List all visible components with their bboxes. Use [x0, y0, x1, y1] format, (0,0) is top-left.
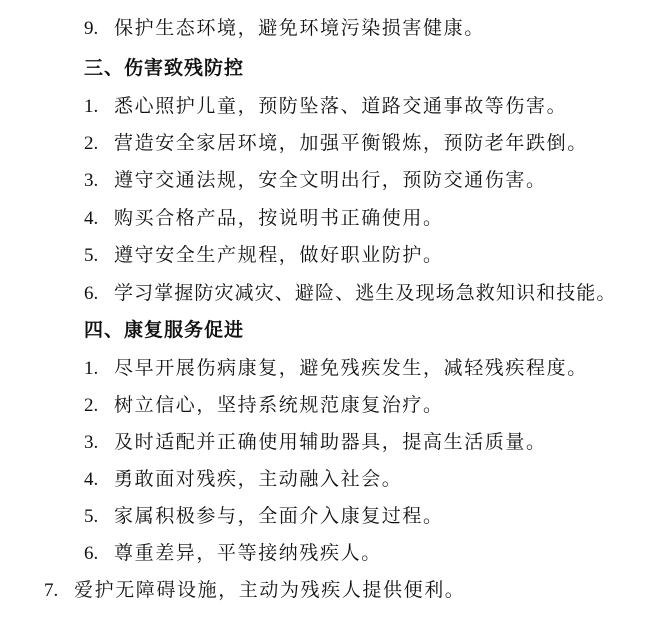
list-item [84, 541, 382, 566]
item-number: 9. [84, 18, 99, 39]
list-item [84, 467, 402, 492]
list-item [44, 578, 465, 603]
item-text: 树立信心，坚持系统规范康复治疗。 [114, 394, 444, 416]
item-text: 学习掌握防灾减灾、避险、逃生及现场急救知识和技能。 [114, 282, 617, 304]
list-item [84, 393, 444, 418]
item-number: 7. [44, 580, 59, 601]
section-heading-injury-prevention: 三、伤害致残防控 [84, 57, 245, 79]
item-text: 尽早开展伤病康复，避免残疾发生，减轻残疾程度。 [114, 357, 588, 379]
item-text: 勇敢面对残疾，主动融入社会。 [114, 468, 403, 490]
item-number: 1. [84, 358, 99, 379]
item-text: 家属积极参与，全面介入康复过程。 [114, 505, 444, 527]
item-number: 2. [84, 395, 99, 416]
item-number: 5. [84, 506, 99, 527]
list-item [84, 430, 547, 455]
item-text: 爱护无障碍设施，主动为残疾人提供便利。 [74, 579, 466, 601]
item-number: 3. [84, 170, 99, 191]
list-item [84, 281, 617, 306]
item-text: 遵守安全生产规程，做好职业防护。 [114, 244, 444, 266]
item-number: 6. [84, 543, 99, 564]
item-number: 6. [84, 283, 99, 304]
item-text: 及时适配并正确使用辅助器具，提高生活质量。 [114, 431, 547, 453]
item-text: 遵守交通法规，安全文明出行，预防交通伤害。 [114, 169, 547, 191]
list-item [84, 206, 444, 231]
item-number: 3. [84, 432, 99, 453]
list-item [84, 131, 588, 156]
item-text: 营造安全家居环境，加强平衡锻炼，预防老年跌倒。 [114, 132, 588, 154]
item-number: 4. [84, 208, 99, 229]
item-number: 4. [84, 469, 99, 490]
list-item [84, 504, 444, 529]
list-item [84, 168, 547, 193]
item-text: 保护生态环境，避免环境污染损害健康。 [114, 17, 485, 39]
item-text: 悉心照护儿童，预防坠落、道路交通事故等伤害。 [114, 95, 568, 117]
list-item [84, 243, 444, 268]
item-text: 尊重差异，平等接纳残疾人。 [114, 542, 382, 564]
item-text: 购买合格产品，按说明书正确使用。 [114, 207, 444, 229]
item-number: 2. [84, 133, 99, 154]
list-item [84, 94, 567, 119]
item-number: 5. [84, 245, 99, 266]
section-heading-rehabilitation: 四、康复服务促进 [84, 319, 245, 341]
item-number: 1. [84, 96, 99, 117]
list-item [84, 16, 485, 41]
list-item [84, 356, 588, 381]
